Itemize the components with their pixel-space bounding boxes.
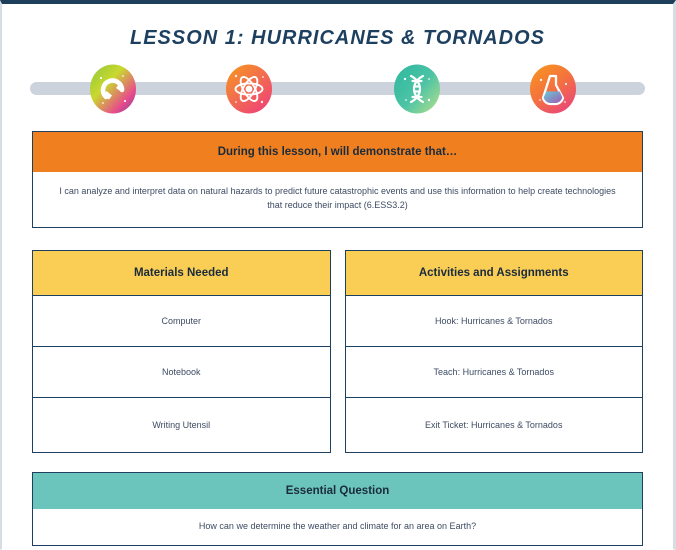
lesson-progress-bar [2, 64, 673, 114]
essential-question-header: Essential Question [33, 473, 642, 509]
objective-box [32, 131, 643, 228]
materials-table [32, 250, 331, 453]
table-row[interactable]: Teach: Hurricanes & Tornados [345, 347, 644, 398]
table-row: Computer [32, 296, 331, 347]
progress-node-atom[interactable] [225, 64, 273, 114]
flask-icon [529, 64, 577, 114]
table-row[interactable]: Hook: Hurricanes & Tornados [345, 296, 644, 347]
dna-icon [393, 64, 441, 114]
table-row: Notebook [32, 347, 331, 398]
progress-node-magnet[interactable] [89, 64, 137, 114]
atom-icon [225, 64, 273, 114]
objective-header: During this lesson, I will demonstrate that… [33, 132, 642, 172]
activities-table [345, 250, 644, 453]
materials-table-header: Materials Needed [32, 250, 331, 296]
lesson-tables [32, 250, 643, 453]
objective-text: I can analyze and interpret data on natural hazards to predict future catastrophic events and use this information to help create technologies that reduce their impact (6.ESS3.2) [59, 186, 616, 210]
progress-node-flask[interactable] [529, 64, 577, 114]
table-row: Writing Utensil [32, 398, 331, 453]
essential-question-text: How can we determine the weather and climate for an area on Earth? [198, 520, 477, 531]
table-row[interactable]: Exit Ticket: Hurricanes & Tornados [345, 398, 644, 453]
page-title: LESSON 1: HURRICANES & TORNADOS [129, 26, 545, 49]
magnet-icon [89, 64, 137, 114]
progress-node-dna[interactable] [393, 64, 441, 114]
essential-question-box [32, 472, 643, 546]
activities-table-header: Activities and Assignments [345, 250, 644, 296]
